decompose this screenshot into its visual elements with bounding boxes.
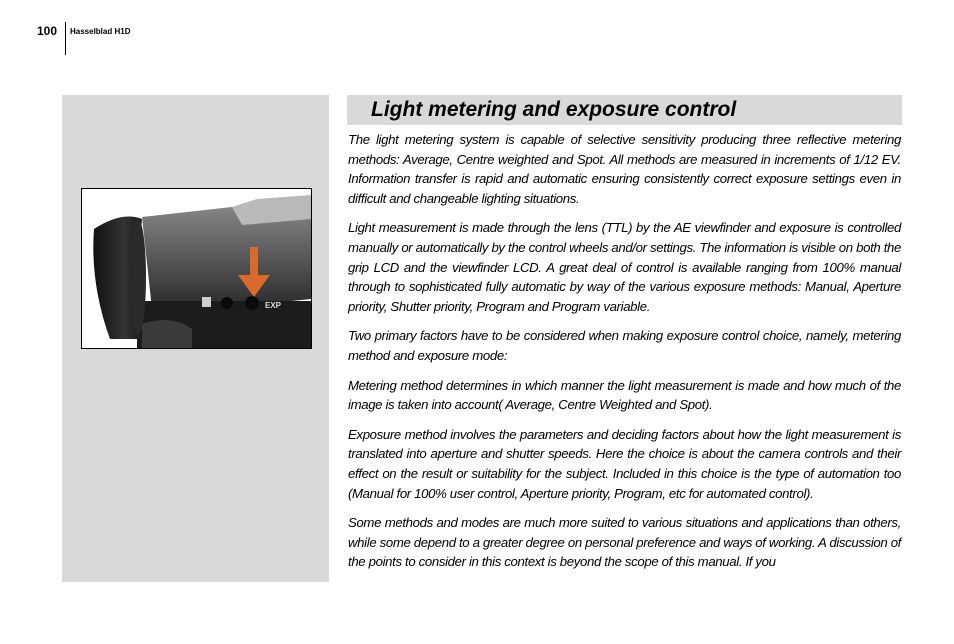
paragraph: Metering method determines in which manner the light measurement is made and how much of the image is taken into account( Average, Centre Weighted and Spot).	[348, 377, 901, 413]
viewfinder-photo	[81, 188, 312, 349]
paragraph: Some methods and modes are much more suited to various situations and applications than others, while some depend to a greater degree on personal preference and ways of working. A discussion of the points to consider in this context is beyond the scope of this manual. If you	[348, 515, 901, 570]
page-number: 100	[37, 24, 58, 38]
camera-viewfinder-illustration	[82, 189, 311, 348]
paragraph: The light metering system is capable of selective sensitivity producing three reflective metering methods: Average, Centre weighted and Spot. All methods are measured in increments of 1/12 EV. Information transfer is rapid and automatic ensuring consistently correct exposure settings even in difficult and changeable lighting situations.	[348, 132, 901, 206]
header-rule	[65, 22, 66, 55]
paragraph: Exposure method involves the parameters and deciding factors about how the light measurement is translated into aperture and shutter speeds. Here the choice is about the camera controls and their effect on the result or suitability for the subject. Included in this choice is the type of automation too (Manual for 100% user control, Aperture priority, Program, etc for automated control).	[348, 426, 901, 501]
paragraph: Two primary factors have to be considered when making exposure control choice, namely, metering method and exposure mode:	[348, 328, 901, 363]
paragraph: Light measurement is made through the lens (TTL) by the AE viewfinder and exposure is controlled manually or automatically by the control wheels and/or settings. The information is visible on both the grip LCD and the viewfinder LCD. A great deal of control is available ranging from 100% manual through to sophisticated fully automatic by way of the various exposure methods: Manual, Aperture priority, Shutter priority, Program and Program variable.	[348, 220, 901, 314]
title-bar	[347, 95, 902, 125]
body-text	[348, 130, 901, 582]
control-icon	[202, 297, 211, 307]
exp-label: EXP	[265, 301, 282, 310]
running-head: Hasselblad H1D	[70, 27, 131, 36]
section-title: Light metering and exposure control	[371, 98, 737, 121]
control-button-1	[221, 297, 233, 309]
exp-button	[245, 296, 259, 310]
eyecup-rim	[130, 219, 146, 335]
